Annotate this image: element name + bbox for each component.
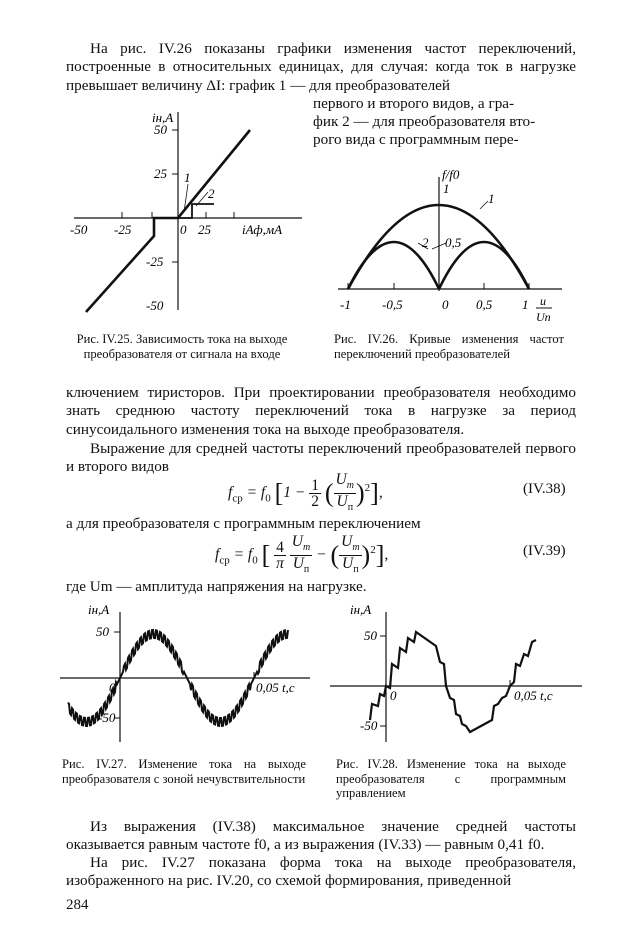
equation-iv38-number: (IV.38) [523,481,566,497]
paragraph-4: а для преобразователя с программным переключением [66,515,421,532]
fig27-caption: Рис. IV.27. Изменение тока на выходе преобразователя с зоной нечувствительности [62,757,306,786]
fig26-ytick-05: 0,5 [445,235,462,250]
figure-iv26 [330,165,590,325]
fig25-ylabel: iн,А [152,110,174,125]
fig26-curve-label-2: 2 [422,235,429,250]
fig25-xtick-m50: -50 [70,222,88,237]
fig26-xtick-0: 0 [442,297,449,312]
fig27-ylabel: iн,А [88,602,110,617]
fig26-curve-label-1: 1 [488,191,495,206]
paragraph-1-wrap-2: фик 2 — для преобразователя вто- [313,113,536,130]
figure-iv28 [330,602,592,752]
paragraph-1-wrap-3: рого вида с программным пере- [313,131,519,148]
fig26-xlabel-den: Uп [536,310,551,324]
fig25-ytick-25: 25 [154,166,167,181]
fig25-caption: Рис. IV.25. Зависимость тока на выходе преобразователя от сигнала на входе [76,332,288,361]
fig27-ytick-m50: -50 [98,710,116,725]
fig26-ylabel: f/f0 [442,167,460,182]
fig25-ytick-50: 50 [154,122,167,137]
fig28-ytick-m50: -50 [360,718,378,733]
equation-iv39: $f_{ср} = f_0$ [ $\frac{4}{\pi}$ $\frac{U_m}{U_п}$ − ( $\frac{U_m}{U_п}$ )$^2$], [215,533,389,576]
fig26-xtick-m1: -1 [340,297,351,312]
fig27-ytick-50: 50 [96,624,109,639]
fig26-xtick-1: 1 [522,297,529,312]
paragraph-3: Выражение для средней частоты переключений преобразователей первого и второго видов [66,440,576,476]
fig28-xlabel: 0,05 t,с [514,688,553,703]
paragraph-2: ключением тиристоров. При проектировании преобразователя необходимо знать среднюю частоту переключений тока в нагрузке за период синусоидального изменения тока на выходе преобразователя. [66,384,576,438]
paragraph-1: На рис. IV.26 показаны графики изменения частот переключений, построенные в относительных единицах, для случая: когда ток в нагрузке превышает величину ΔI: график 1 — для преобразователей [66,40,576,94]
fig26-xtick-05: 0,5 [476,297,493,312]
fig25-xlabel: iАф,мА [242,222,283,237]
fig28-current-wave [370,632,536,732]
fig26-ytick-1: 1 [443,181,450,196]
fig26-xlabel-num: u [540,294,546,308]
equation-iv39-number: (IV.39) [523,543,566,559]
fig26-xtick-m05: -0,5 [382,297,403,312]
fig27-origin: 0 [109,680,116,695]
fig28-origin: 0 [390,688,397,703]
fig28-ylabel: iн,А [350,602,372,617]
page-number: 284 [66,897,89,913]
fig25-curve-label-1: 1 [184,170,191,185]
fig26-caption: Рис. IV.26. Кривые изменения частот переключений преобразователей [334,332,564,361]
fig25-xtick-0: 0 [180,222,187,237]
fig27-xlabel: 0,05 t,с [256,680,295,695]
equation-iv38: $f_{ср} = f_0$ [1 − $\frac{1}{2}$ ( $\frac{U_m}{U_п}$ )$^2$], [228,471,383,514]
fig25-ytick-m25: -25 [146,254,164,269]
fig25-curve-label-2: 2 [208,186,215,201]
fig25-xtick-m25: -25 [114,222,132,237]
paragraph-5: где Um — амплитуда напряжения на нагрузке. [66,578,367,595]
fig28-ytick-50: 50 [364,628,377,643]
paragraph-6: Из выражения (IV.38) максимальное значение средней частоты оказывается равным частоте f0, а из выражения (IV.33) — равным 0,41 f0. [66,818,576,854]
figure-iv27 [60,602,320,752]
fig25-ytick-m50: -50 [146,298,164,313]
fig28-caption: Рис. IV.28. Изменение тока на выходе преобразователя с программным управлением [336,757,566,801]
fig25-curve-main [86,130,250,312]
figure-iv25 [66,100,316,330]
paragraph-1-wrap-1: первого и второго видов, а гра- [313,95,515,112]
fig25-xtick-25: 25 [198,222,211,237]
paragraph-7: На рис. IV.27 показана форма тока на выходе преобразователя, изображенного на рис. IV.20, со схемой формирования, приведенной [66,854,576,890]
